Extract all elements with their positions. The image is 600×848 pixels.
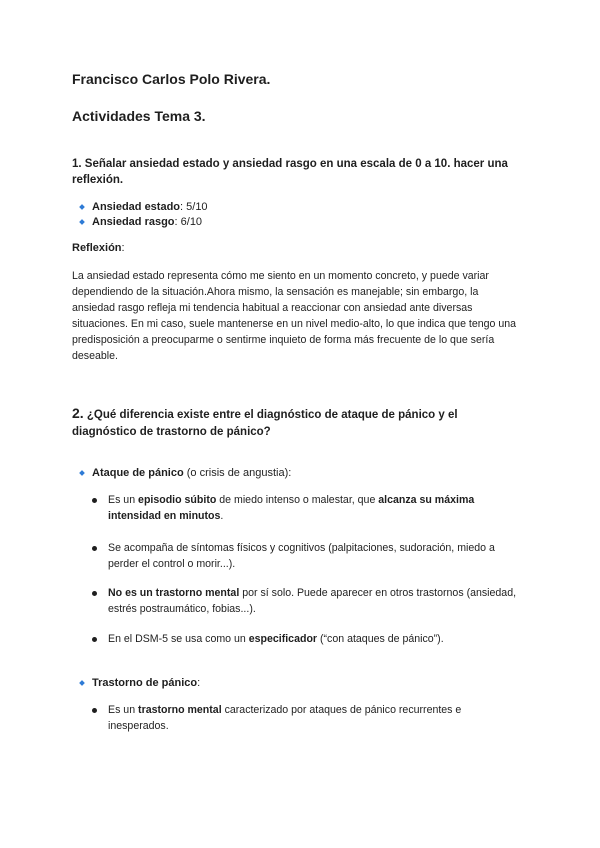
bullet-icon bbox=[92, 637, 97, 642]
section-panic-attack bbox=[80, 466, 291, 480]
item-label: Ansiedad rasgo bbox=[92, 216, 175, 228]
diamond-bullet-icon bbox=[79, 470, 85, 476]
item-value: : 6/10 bbox=[174, 216, 203, 228]
bullet-icon bbox=[92, 591, 97, 596]
bullet-icon bbox=[92, 546, 97, 551]
diamond-bullet-icon bbox=[79, 680, 85, 686]
section-suffix: (o crisis de angustia): bbox=[183, 467, 292, 479]
reflection-heading: Reflexión: bbox=[72, 242, 125, 254]
list-item: No es un trastorno mental por sí solo. Puede aparecer en otros trastornos (ansiedad, estrés postraumático, fobias...). bbox=[108, 585, 518, 617]
item-label: Ansiedad estado bbox=[92, 201, 181, 213]
list-item: En el DSM-5 se usa como un especificador (“con ataques de pánico”). bbox=[108, 631, 518, 647]
author-name: Francisco Carlos Polo Rivera. bbox=[72, 71, 271, 87]
diamond-bullet-icon bbox=[79, 204, 85, 210]
question-2-title: 2. ¿Qué diferencia existe entre el diagnóstico de ataque de pánico y el diagnóstico de trastorno de pánico? bbox=[72, 405, 458, 438]
list-item bbox=[80, 215, 202, 229]
bullet-icon bbox=[92, 498, 97, 503]
section-suffix: : bbox=[197, 677, 201, 689]
diamond-bullet-icon bbox=[79, 219, 85, 225]
section-label: Ataque de pánico bbox=[92, 467, 184, 479]
item-value: : 5/10 bbox=[180, 201, 208, 213]
section-panic-disorder bbox=[80, 676, 200, 690]
list-item: Se acompaña de síntomas físicos y cognitivos (palpitaciones, sudoración, miedo a perder el control o morir...). bbox=[108, 540, 518, 572]
document-title: Actividades Tema 3. bbox=[72, 108, 206, 124]
list-item bbox=[80, 200, 208, 214]
bullet-icon bbox=[92, 708, 97, 713]
question-1-title: 1. Señalar ansiedad estado y ansiedad rasgo en una escala de 0 a 10. hacer una reflexión. bbox=[72, 158, 508, 186]
reflection-paragraph: La ansiedad estado representa cómo me siento en un momento concreto, y puede variar dependiendo de la situación.Ahora mismo, la sensación es manejable; sin embargo, la ansiedad rasgo refleja mi tendencia habitual a reaccionar con ansiedad ante diversas situaciones. En mi caso, suele mantenerse en un nivel medio-alto, lo que indica que tengo una predisposición a preocuparme o sentirme inquieto de forma más frecuente de lo que sería deseable. bbox=[72, 270, 517, 362]
list-item: Es un trastorno mental caracterizado por ataques de pánico recurrentes e inesperados. bbox=[108, 702, 518, 734]
list-item: Es un episodio súbito de miedo intenso o malestar, que alcanza su máxima intensidad en minutos. bbox=[108, 492, 518, 524]
section-label: Trastorno de pánico bbox=[92, 677, 198, 689]
